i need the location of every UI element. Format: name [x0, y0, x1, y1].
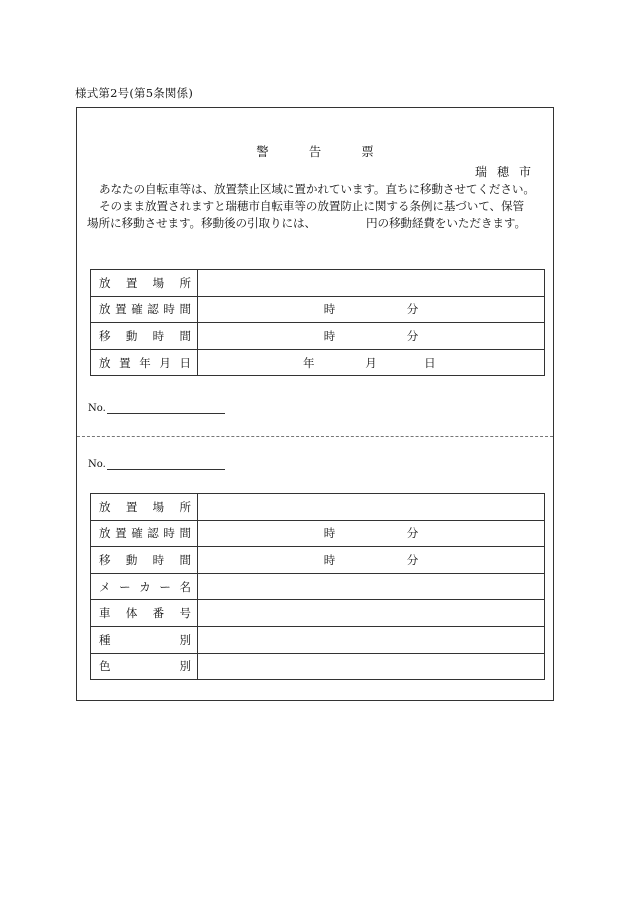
- row-value-field[interactable]: [198, 520, 545, 547]
- notice-line-2: そのまま放置されますと瑞穂市自転車等の放置防止に関する条例に基づいて、保管: [99, 199, 525, 213]
- label-char: メ: [99, 579, 111, 594]
- issuer-city: 瑞 穂 市: [474, 165, 531, 179]
- unit-label: 分: [406, 302, 419, 317]
- label-char: 置: [115, 526, 127, 541]
- unit-label: 時: [323, 302, 336, 317]
- cut-line: [77, 436, 553, 437]
- label-char: 放: [99, 355, 111, 370]
- row-label: [91, 653, 198, 680]
- table-row: [91, 547, 545, 574]
- table-row: [91, 573, 545, 600]
- row-label: [91, 323, 198, 350]
- label-char: ー: [119, 579, 131, 594]
- row-label: [91, 573, 198, 600]
- label-char: 動: [125, 552, 138, 567]
- table-row: [91, 626, 545, 653]
- label-char: 所: [179, 499, 191, 514]
- label-char: 時: [152, 552, 165, 567]
- table-row: [91, 653, 545, 680]
- row-value-field[interactable]: [198, 626, 545, 653]
- label-char: 置: [125, 499, 138, 514]
- table-row: [91, 270, 545, 297]
- table-row: [91, 520, 545, 547]
- row-value-field[interactable]: [198, 573, 545, 600]
- label-char: 場: [152, 275, 165, 290]
- slip-number-blank[interactable]: [107, 459, 225, 470]
- label-char: 別: [179, 632, 191, 647]
- label-char: 時: [152, 328, 165, 343]
- label-char: 間: [179, 302, 191, 317]
- row-label: [91, 600, 198, 627]
- row-label: [91, 626, 198, 653]
- label-char: 体: [125, 606, 138, 621]
- label-char: 間: [179, 552, 191, 567]
- unit-label: 時: [323, 552, 336, 567]
- slip-number-field-top: No.: [88, 403, 225, 414]
- row-value-field[interactable]: [198, 653, 545, 680]
- label-char: 日: [179, 355, 191, 370]
- label-char: 時: [163, 302, 175, 317]
- label-char: 時: [163, 526, 175, 541]
- slip-title: 警 告 票: [256, 144, 374, 159]
- label-char: 確: [131, 302, 143, 317]
- label-char: 移: [99, 552, 111, 567]
- row-value-field[interactable]: [198, 270, 545, 297]
- table-row: [91, 349, 545, 376]
- row-label: [91, 547, 198, 574]
- label-char: 車: [99, 606, 111, 621]
- row-label: [91, 296, 198, 323]
- unit-label: 分: [406, 552, 419, 567]
- label-char: 放: [99, 526, 111, 541]
- label-char: 認: [147, 302, 159, 317]
- label-char: 別: [179, 659, 191, 674]
- label-char: カ: [139, 579, 151, 594]
- label-char: 放: [99, 499, 111, 514]
- label-char: ー: [159, 579, 171, 594]
- label-char: 認: [147, 526, 159, 541]
- label-char: 色: [99, 659, 111, 674]
- form-number-label: 様式第2号(第5条関係): [75, 86, 194, 100]
- label-char: 間: [179, 328, 191, 343]
- row-value-field[interactable]: [198, 494, 545, 521]
- warning-slip: [76, 107, 554, 701]
- row-value-field[interactable]: [198, 349, 545, 376]
- unit-label: 月: [365, 355, 377, 370]
- label-char: 号: [179, 606, 191, 621]
- table-row: [91, 494, 545, 521]
- row-value-field[interactable]: [198, 323, 545, 350]
- label-char: 間: [179, 526, 191, 541]
- label-char: 場: [152, 499, 165, 514]
- label-char: 番: [152, 606, 165, 621]
- unit-label: 時: [323, 328, 336, 343]
- slip-number-blank[interactable]: [107, 403, 225, 414]
- slip-number-field-bottom: No.: [88, 459, 225, 470]
- label-char: 種: [99, 632, 111, 647]
- table-row: [91, 323, 545, 350]
- row-value-field[interactable]: [198, 600, 545, 627]
- row-label: [91, 349, 198, 376]
- row-label: [91, 270, 198, 297]
- label-char: 動: [125, 328, 138, 343]
- label-char: 所: [179, 275, 191, 290]
- unit-label: 分: [406, 526, 419, 541]
- vehicle-record-table: [90, 493, 545, 680]
- violation-table: [90, 269, 545, 376]
- row-value-field[interactable]: [198, 547, 545, 574]
- unit-label: 分: [406, 328, 419, 343]
- label-char: 放: [99, 302, 111, 317]
- notice-line-1: あなたの自転車等は、放置禁止区域に置かれています。直ちに移動させてください。: [99, 182, 535, 196]
- label-char: 年: [139, 355, 151, 370]
- table-row: [91, 600, 545, 627]
- row-value-field[interactable]: [198, 296, 545, 323]
- table-row: [91, 296, 545, 323]
- label-char: 移: [99, 328, 111, 343]
- label-char: 名: [179, 579, 191, 594]
- notice-line-3: 場所に移動させます。移動後の引取りには、 円の移動経費をいただきます。: [87, 216, 526, 230]
- unit-label: 日: [424, 355, 436, 370]
- label-char: 置: [125, 275, 138, 290]
- label-char: 確: [131, 526, 143, 541]
- unit-label: 年: [302, 355, 315, 370]
- label-char: 放: [99, 275, 111, 290]
- row-label: [91, 520, 198, 547]
- label-char: 月: [159, 355, 171, 370]
- label-char: 置: [119, 355, 131, 370]
- row-label: [91, 494, 198, 521]
- label-char: 置: [115, 302, 127, 317]
- unit-label: 時: [323, 526, 336, 541]
